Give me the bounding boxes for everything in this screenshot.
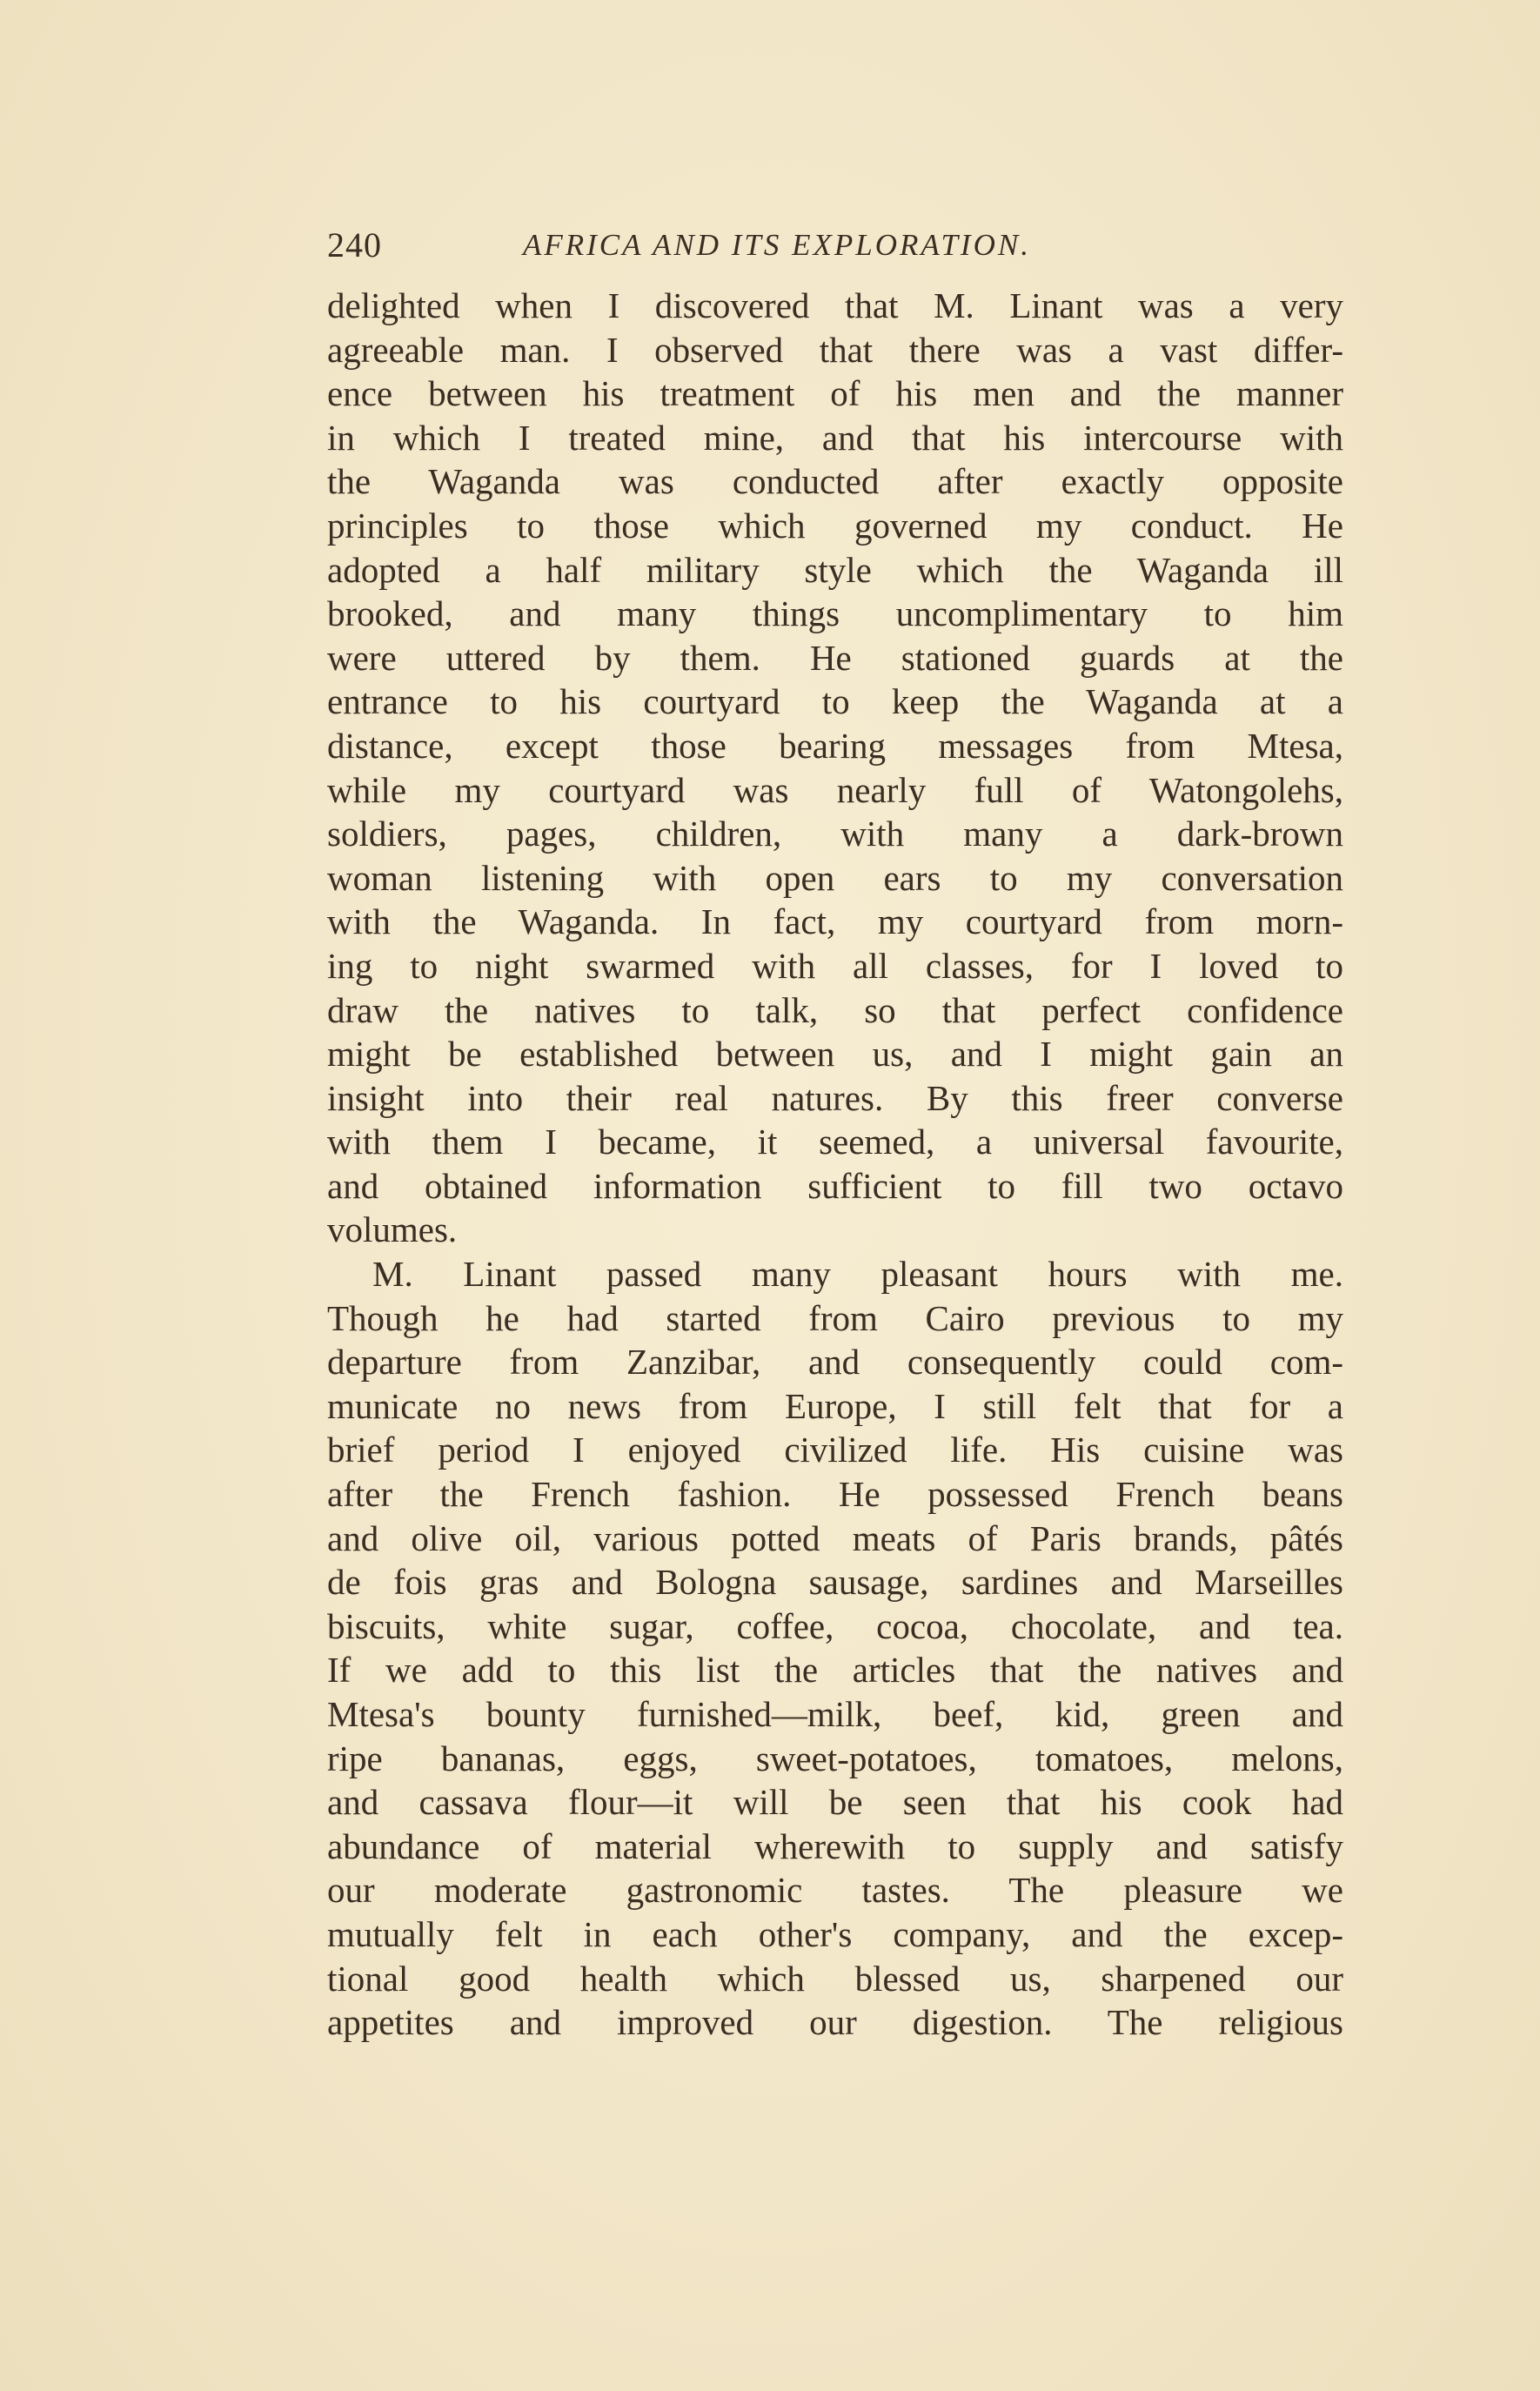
body-text <box>327 284 1343 2045</box>
text-line: distance, except those bearing messages from Mtesa, <box>327 725 1343 766</box>
text-line: were uttered by them. He stationed guards at the <box>327 637 1343 678</box>
text-line: de fois gras and Bologna sausage, sardines and Marseilles <box>327 1562 1343 1603</box>
text-line: insight into their real natures. By this freer converse <box>327 1077 1343 1118</box>
text-line: brooked, and many things uncomplimentary to him <box>327 593 1343 634</box>
text-line: principles to those which governed my conduct. He <box>327 505 1343 546</box>
text-line: with them I became, it seemed, a universal favourite, <box>327 1122 1343 1162</box>
text-line: the Waganda was conducted after exactly opposite <box>327 461 1343 502</box>
text-line: tional good health which blessed us, sharpened our <box>327 1958 1343 1999</box>
text-line: brief period I enjoyed civilized life. His cuisine was <box>327 1430 1343 1470</box>
text-line: and olive oil, various potted meats of Paris brands, pâtés <box>327 1517 1343 1558</box>
text-line: abundance of material wherewith to supply and satisfy <box>327 1825 1343 1866</box>
running-title: AFRICA AND ITS EXPLORATION. <box>523 228 1031 262</box>
paragraph-start-line: M. Linant passed many pleasant hours with me. <box>372 1254 1343 1295</box>
text-line: ence between his treatment of his men and the manner <box>327 373 1343 414</box>
text-line: our moderate gastronomic tastes. The pleasure we <box>327 1870 1343 1911</box>
text-line: Though he had started from Cairo previous to my <box>327 1297 1343 1338</box>
text-line: appetites and improved our digestion. The religious <box>327 2002 1343 2043</box>
page-number: 240 <box>327 225 382 265</box>
text-line: with the Waganda. In fact, my courtyard from morn- <box>327 901 1343 942</box>
text-line: woman listening with open ears to my conversation <box>327 857 1343 898</box>
text-line: draw the natives to talk, so that perfect confidence <box>327 989 1343 1030</box>
text-line: and obtained information sufficient to fill two octavo <box>327 1165 1343 1206</box>
text-line: ing to night swarmed with all classes, for I loved to <box>327 945 1343 986</box>
text-line: municate no news from Europe, I still felt that for a <box>327 1385 1343 1426</box>
text-line: and cassava flour—it will be seen that his cook had <box>327 1782 1343 1823</box>
text-line: ripe bananas, eggs, sweet-potatoes, tomatoes, melons, <box>327 1738 1343 1778</box>
text-line: adopted a half military style which the Waganda ill <box>327 549 1343 590</box>
text-line: agreeable man. I observed that there was a vast differ- <box>327 329 1343 370</box>
text-line: soldiers, pages, children, with many a dark-brown <box>327 814 1343 854</box>
text-line: entrance to his courtyard to keep the Waganda at a <box>327 681 1343 722</box>
text-line: mutually felt in each other's company, and the excep- <box>327 1913 1343 1954</box>
text-line: while my courtyard was nearly full of Watongolehs, <box>327 769 1343 810</box>
text-line: If we add to this list the articles that the natives and <box>327 1650 1343 1691</box>
text-line: might be established between us, and I might gain an <box>327 1034 1343 1075</box>
paragraph-end-line: volumes. <box>327 1209 458 1250</box>
text-line: biscuits, white sugar, coffee, cocoa, chocolate, and tea. <box>327 1605 1343 1646</box>
text-line: Mtesa's bounty furnished—milk, beef, kid, green and <box>327 1694 1343 1734</box>
text-line: in which I treated mine, and that his intercourse with <box>327 417 1343 458</box>
text-line: after the French fashion. He possessed French beans <box>327 1474 1343 1515</box>
text-line: delighted when I discovered that M. Linant was a very <box>327 285 1343 325</box>
text-line: departure from Zanzibar, and consequently could com- <box>327 1342 1343 1383</box>
running-header <box>327 219 1354 271</box>
